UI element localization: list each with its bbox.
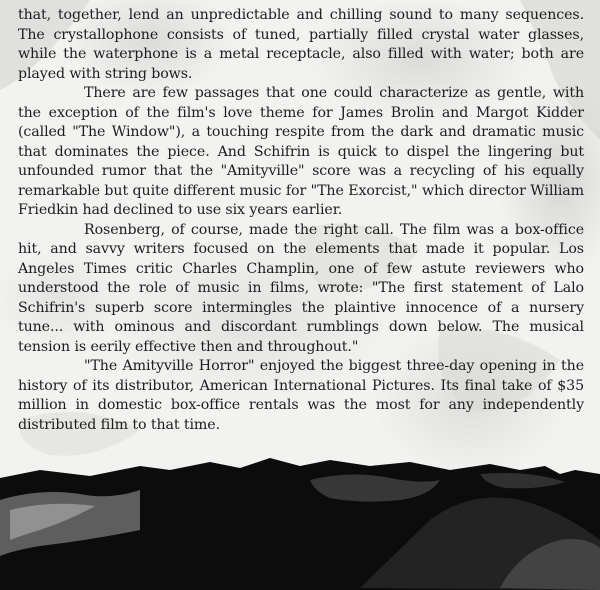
paragraph-3: Rosenberg, of course, made the right call. The film was a box-office hit, and savvy writers focused on the elements that made it popular. Los Angeles Times critic Charles Champlin, one of few astute reviewers who understood the role of music in films, wrote: "The first statement of Lalo Schifrin's superb score intermingles the plaintive innocence of a nursery tune... with ominous and discordant rumblings down below. The musical tension is eerily effective then and throughout." bbox=[18, 221, 584, 355]
paragraph-2: There are few passages that one could characterize as gentle, with the exception of the film's love theme for James Brolin and Margot Kidder (called "The Window"), a touching respite from the dark and dramatic music that dominates the piece. And Schifrin is quick to dispel the lingering but unfounded rumor that the "Amityville" score was a recycling of his equally remarkable but quite different music for "The Exorcist," which director William Friedkin had declined to use six years earlier. bbox=[18, 85, 584, 218]
article-body bbox=[18, 6, 584, 435]
paragraph-1: that, together, lend an unpredictable and chilling sound to many sequences. The crystallophone consists of tuned, partially filled crystal water glasses, while the waterphone is a metal receptacle, also filled with water; both are played with string bows. bbox=[18, 7, 584, 82]
paragraph-4: "The Amityville Horror" enjoyed the biggest three-day opening in the history of its distributor, American International Pictures. Its final take of $35 million in domestic box-office rentals was the most for any independently distributed film to that time. bbox=[18, 358, 584, 433]
